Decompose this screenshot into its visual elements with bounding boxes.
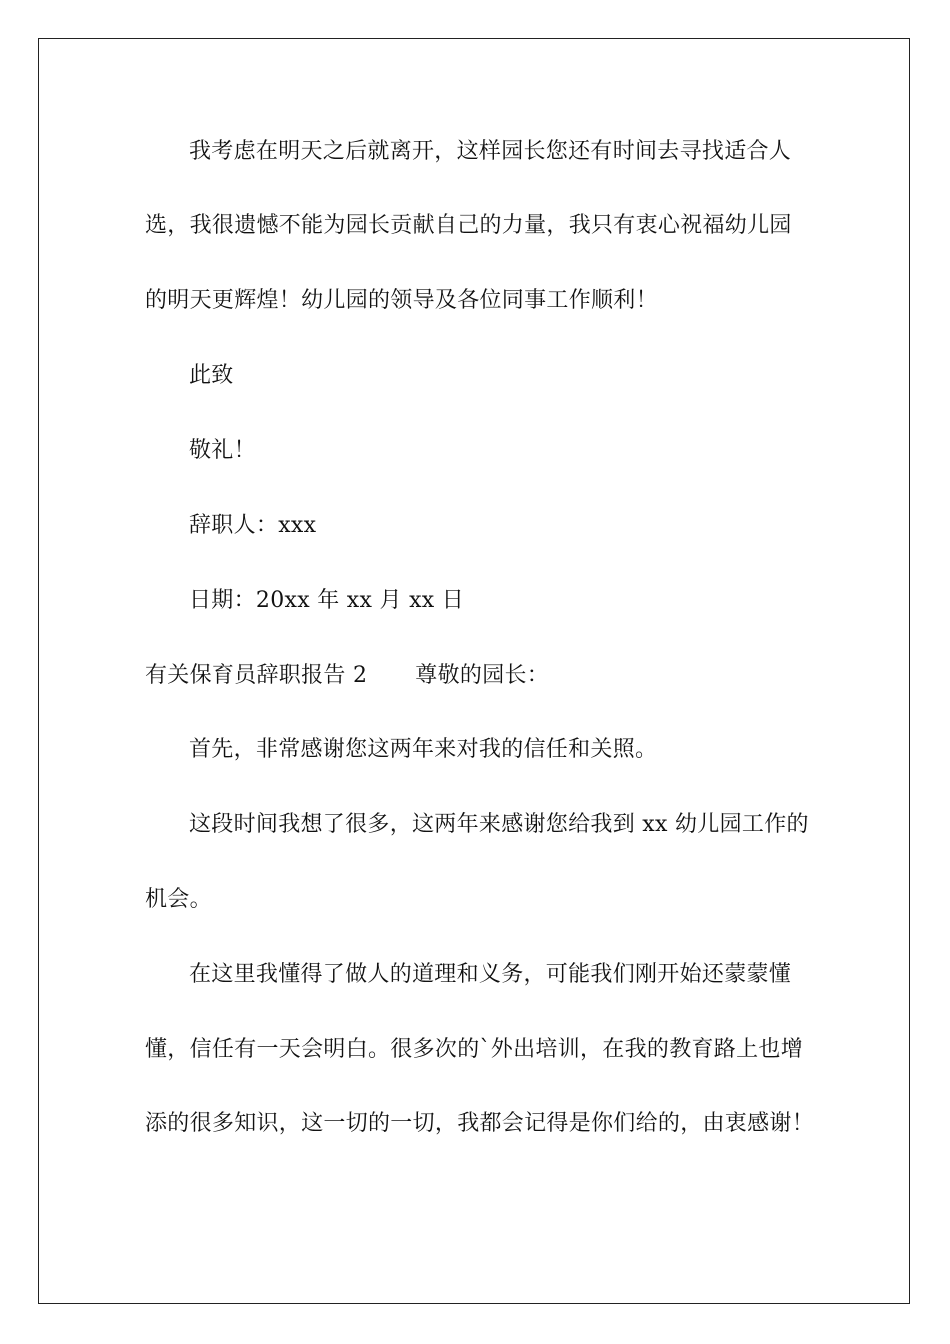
section-title-line xyxy=(145,661,549,691)
paragraph-line-6: 机会。 xyxy=(145,887,212,912)
paragraph-line-1: 我考虑在明天之后就离开，这样园长您还有时间去寻找适合人 xyxy=(189,139,792,164)
paragraph-line-5: 这段时间我想了很多，这两年来感谢您给我到 xx 幼儿园工作的 xyxy=(189,812,809,837)
greeting: 尊敬的园长： xyxy=(415,663,550,688)
paragraph-line-4: 首先，非常感谢您这两年来对我的信任和关照。 xyxy=(189,737,658,762)
paragraph-line-8: 懂，信任有一天会明白。很多次的`外出培训，在我的教育路上也增 xyxy=(145,1037,804,1062)
closing-salutation: 此致 xyxy=(189,363,234,388)
paragraph-line-2: 选，我很遗憾不能为园长贡献自己的力量，我只有衷心祝福幼儿园 xyxy=(145,213,792,238)
paragraph-line-9: 添的很多知识，这一切的一切，我都会记得是你们给的，由衷感谢！ xyxy=(145,1111,815,1136)
date-line: 日期：20xx 年 xx 月 xx 日 xyxy=(189,588,465,613)
section-title: 有关保育员辞职报告 2 xyxy=(145,663,368,688)
signature-line: 辞职人：xxx xyxy=(189,513,317,538)
paragraph-line-3: 的明天更辉煌！幼儿园的领导及各位同事工作顺利！ xyxy=(145,288,658,313)
paragraph-line-7: 在这里我懂得了做人的道理和义务，可能我们刚开始还蒙蒙懂 xyxy=(189,962,792,987)
closing-regards: 敬礼！ xyxy=(189,438,256,463)
